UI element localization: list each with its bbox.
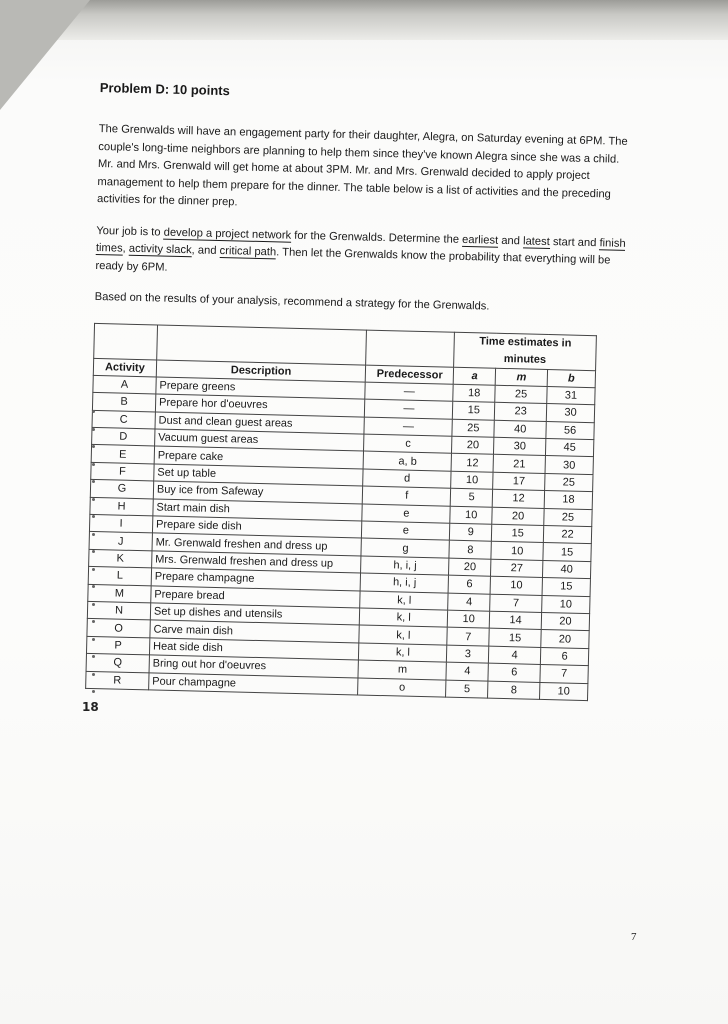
cell-activity: B [92,393,155,412]
margin-dot [92,638,95,641]
cell-m: 15 [492,524,544,543]
cell-predecessor: — [365,399,453,419]
cell-a: 25 [452,419,494,437]
cell-activity: C [92,410,155,429]
margin-dot [92,428,95,431]
cell-a: 10 [448,610,490,628]
cell-activity: L [88,567,151,586]
cell-b: 22 [543,525,591,544]
cell-activity: A [93,375,156,394]
col-m: m [495,368,547,387]
problem-title: Problem D: 10 points [99,80,230,99]
cell-m: 30 [494,437,546,456]
cell-description: Buy ice from Safeway [153,481,363,504]
cell-activity: N [87,601,150,620]
page-number: 7 [631,931,637,943]
cell-a: 9 [450,523,492,541]
cell-b: 15 [542,578,590,597]
task-underlined: latest [522,234,550,248]
cell-activity: P [86,636,149,655]
cell-b: 30 [546,404,594,423]
cell-predecessor: f [363,486,451,506]
margin-dot [92,603,95,606]
table-body [86,375,595,700]
margin-dot [92,533,95,536]
task-underlined: finish times [95,236,626,255]
margin-dot [92,585,95,588]
problem-content [85,80,635,702]
cell-m: 14 [489,611,541,630]
cell-m: 6 [488,663,540,682]
cell-b: 7 [540,665,588,684]
cell-activity: Q [86,653,149,672]
cell-description: Prepare champagne [151,568,361,591]
cell-activity: H [90,497,153,516]
cell-b: 25 [545,473,593,492]
cell-description: Dust and clean guest areas [155,412,365,435]
margin-dot [92,515,95,518]
cell-a: 18 [453,384,495,402]
cell-activity: M [88,584,151,603]
cell-b: 15 [543,543,591,562]
cell-b: 56 [546,421,594,440]
cell-a: 8 [449,541,491,559]
cell-a: 4 [448,593,490,611]
margin-dot [92,620,95,623]
cell-m: 12 [492,489,544,508]
cell-description: Start main dish [153,499,363,522]
cell-m: 40 [494,420,546,439]
cell-a: 7 [447,628,489,646]
task-paragraph [95,222,631,288]
cell-b: 40 [543,560,591,579]
cell-description: Carve main dish [150,620,360,643]
cell-activity: F [91,462,154,481]
cell-activity: J [89,532,152,551]
strategy-paragraph: Based on the results of your analysis, recommend a strategy for the Grenwalds. [94,290,490,313]
margin-dot [92,690,95,693]
blank-cell [366,330,455,367]
cell-b: 25 [544,508,592,527]
cell-a: 12 [451,454,493,472]
cell-predecessor: — [364,417,452,437]
task-text: and [498,234,524,247]
cell-description: Prepare hor d'oeuvres [155,394,365,417]
cell-a: 15 [453,402,495,420]
folded-corner [0,0,90,110]
cell-predecessor: e [362,521,450,541]
task-text: Your job is to [96,224,164,239]
task-text: , and [191,244,220,257]
cell-predecessor: k, l [360,608,448,628]
cell-a: 3 [447,645,489,663]
handwritten-mark: 18 [82,700,99,714]
cell-a: 4 [446,662,488,680]
task-text: for the Grenwalds. Determine the [291,229,463,246]
cell-description: Set up dishes and utensils [150,603,360,626]
cell-b: 31 [547,386,595,405]
task-underlined: activity slack [128,242,192,257]
cell-a: 20 [449,558,491,576]
cell-predecessor: g [361,538,449,558]
margin-dot [92,550,95,553]
margin-dot [92,463,95,466]
cell-m: 8 [488,681,540,700]
cell-b: 45 [546,439,594,458]
cell-a: 5 [450,488,492,506]
cell-b: 18 [544,491,592,510]
blank-cell [94,323,158,360]
cell-predecessor: k, l [360,591,448,611]
cell-a: 5 [446,680,488,698]
task-text: , [122,242,129,255]
cell-m: 10 [490,576,542,595]
col-b: b [547,369,595,388]
margin-dot [92,445,95,448]
cell-activity: D [92,427,155,446]
cell-m: 7 [490,594,542,613]
cell-description: Vacuum guest areas [154,429,364,452]
col-a: a [453,367,495,385]
cell-predecessor: — [365,382,453,402]
cell-b: 10 [540,682,588,701]
margin-dot [92,480,95,483]
cell-a: 20 [452,436,494,454]
cell-b: 20 [541,612,589,631]
cell-predecessor: a, b [363,452,451,472]
cell-predecessor: h, i, j [361,556,449,576]
cell-m: 10 [491,542,543,561]
col-description: Description [156,359,366,382]
cell-b: 20 [541,630,589,649]
cell-b: 6 [540,647,588,666]
cell-predecessor: h, i, j [360,573,448,593]
cell-description: Mrs. Grenwald freshen and dress up [152,551,362,574]
cell-activity: K [89,549,152,568]
col-predecessor: Predecessor [366,365,454,385]
cell-m: 21 [493,455,545,474]
margin-dot [92,568,95,571]
cell-description: Prepare greens [156,377,366,400]
cell-predecessor: m [358,660,446,680]
cell-activity: R [86,671,149,690]
cell-m: 23 [495,403,547,422]
cell-description: Set up table [154,464,364,487]
cell-activity: O [87,619,150,638]
task-underlined: earliest [461,233,499,247]
cell-predecessor: c [364,434,452,454]
cell-predecessor: k, l [359,643,447,663]
cell-predecessor: k, l [359,625,447,645]
task-underlined: critical path [219,244,277,259]
scan-top-edge [0,0,728,40]
cell-m: 25 [495,385,547,404]
cell-a: 10 [451,471,493,489]
margin-dot [92,498,95,501]
cell-predecessor: e [362,504,450,524]
cell-description: Heat side dish [149,638,359,661]
cell-b: 30 [545,456,593,475]
cell-m: 20 [492,507,544,526]
cell-description: Prepare cake [154,446,364,469]
cell-activity: G [90,480,153,499]
task-underlined: develop a project network [163,226,292,242]
cell-activity: E [91,445,154,464]
cell-description: Bring out hor d'oeuvres [149,655,359,678]
cell-activity: I [89,514,152,533]
cell-description: Prepare bread [151,585,361,608]
margin-dot [92,655,95,658]
cell-predecessor: d [363,469,451,489]
cell-m: 27 [491,559,543,578]
intro-paragraph: The Grenwalds will have an engagement party for their daughter, Alegra, on Saturday evening at 6PM. The couple's long-time neighbors are planning to help them since they've known Alegra since she was a child. Mr. and Mrs. Grenwald will get home at about 3PM. Mr. and Mrs. Grenwald decided to apply project management to help them prepare for the dinner. The table below is a list of activities and the preceding activities for the dinner prep. [96,122,628,209]
cell-description: Prepare side dish [152,516,362,539]
blank-cell [157,324,367,364]
col-activity: Activity [93,358,156,377]
cell-m: 15 [489,629,541,648]
task-text: . Then let the Grenwalds know the probability that everything will be ready by 6PM. [95,246,611,274]
cell-a: 10 [450,506,492,524]
cell-m: 17 [493,472,545,491]
cell-description: Mr. Grenwald freshen and dress up [152,533,362,556]
time-estimates-header: Time estimates in minutes [454,332,597,370]
cell-predecessor: o [358,678,446,698]
margin-dot [92,410,95,413]
cell-description: Pour champagne [149,672,359,695]
task-text: start and [549,235,600,249]
margin-dot [92,673,95,676]
activity-table [85,322,597,701]
cell-a: 6 [448,575,490,593]
cell-m: 4 [489,646,541,665]
cell-b: 10 [542,595,590,614]
